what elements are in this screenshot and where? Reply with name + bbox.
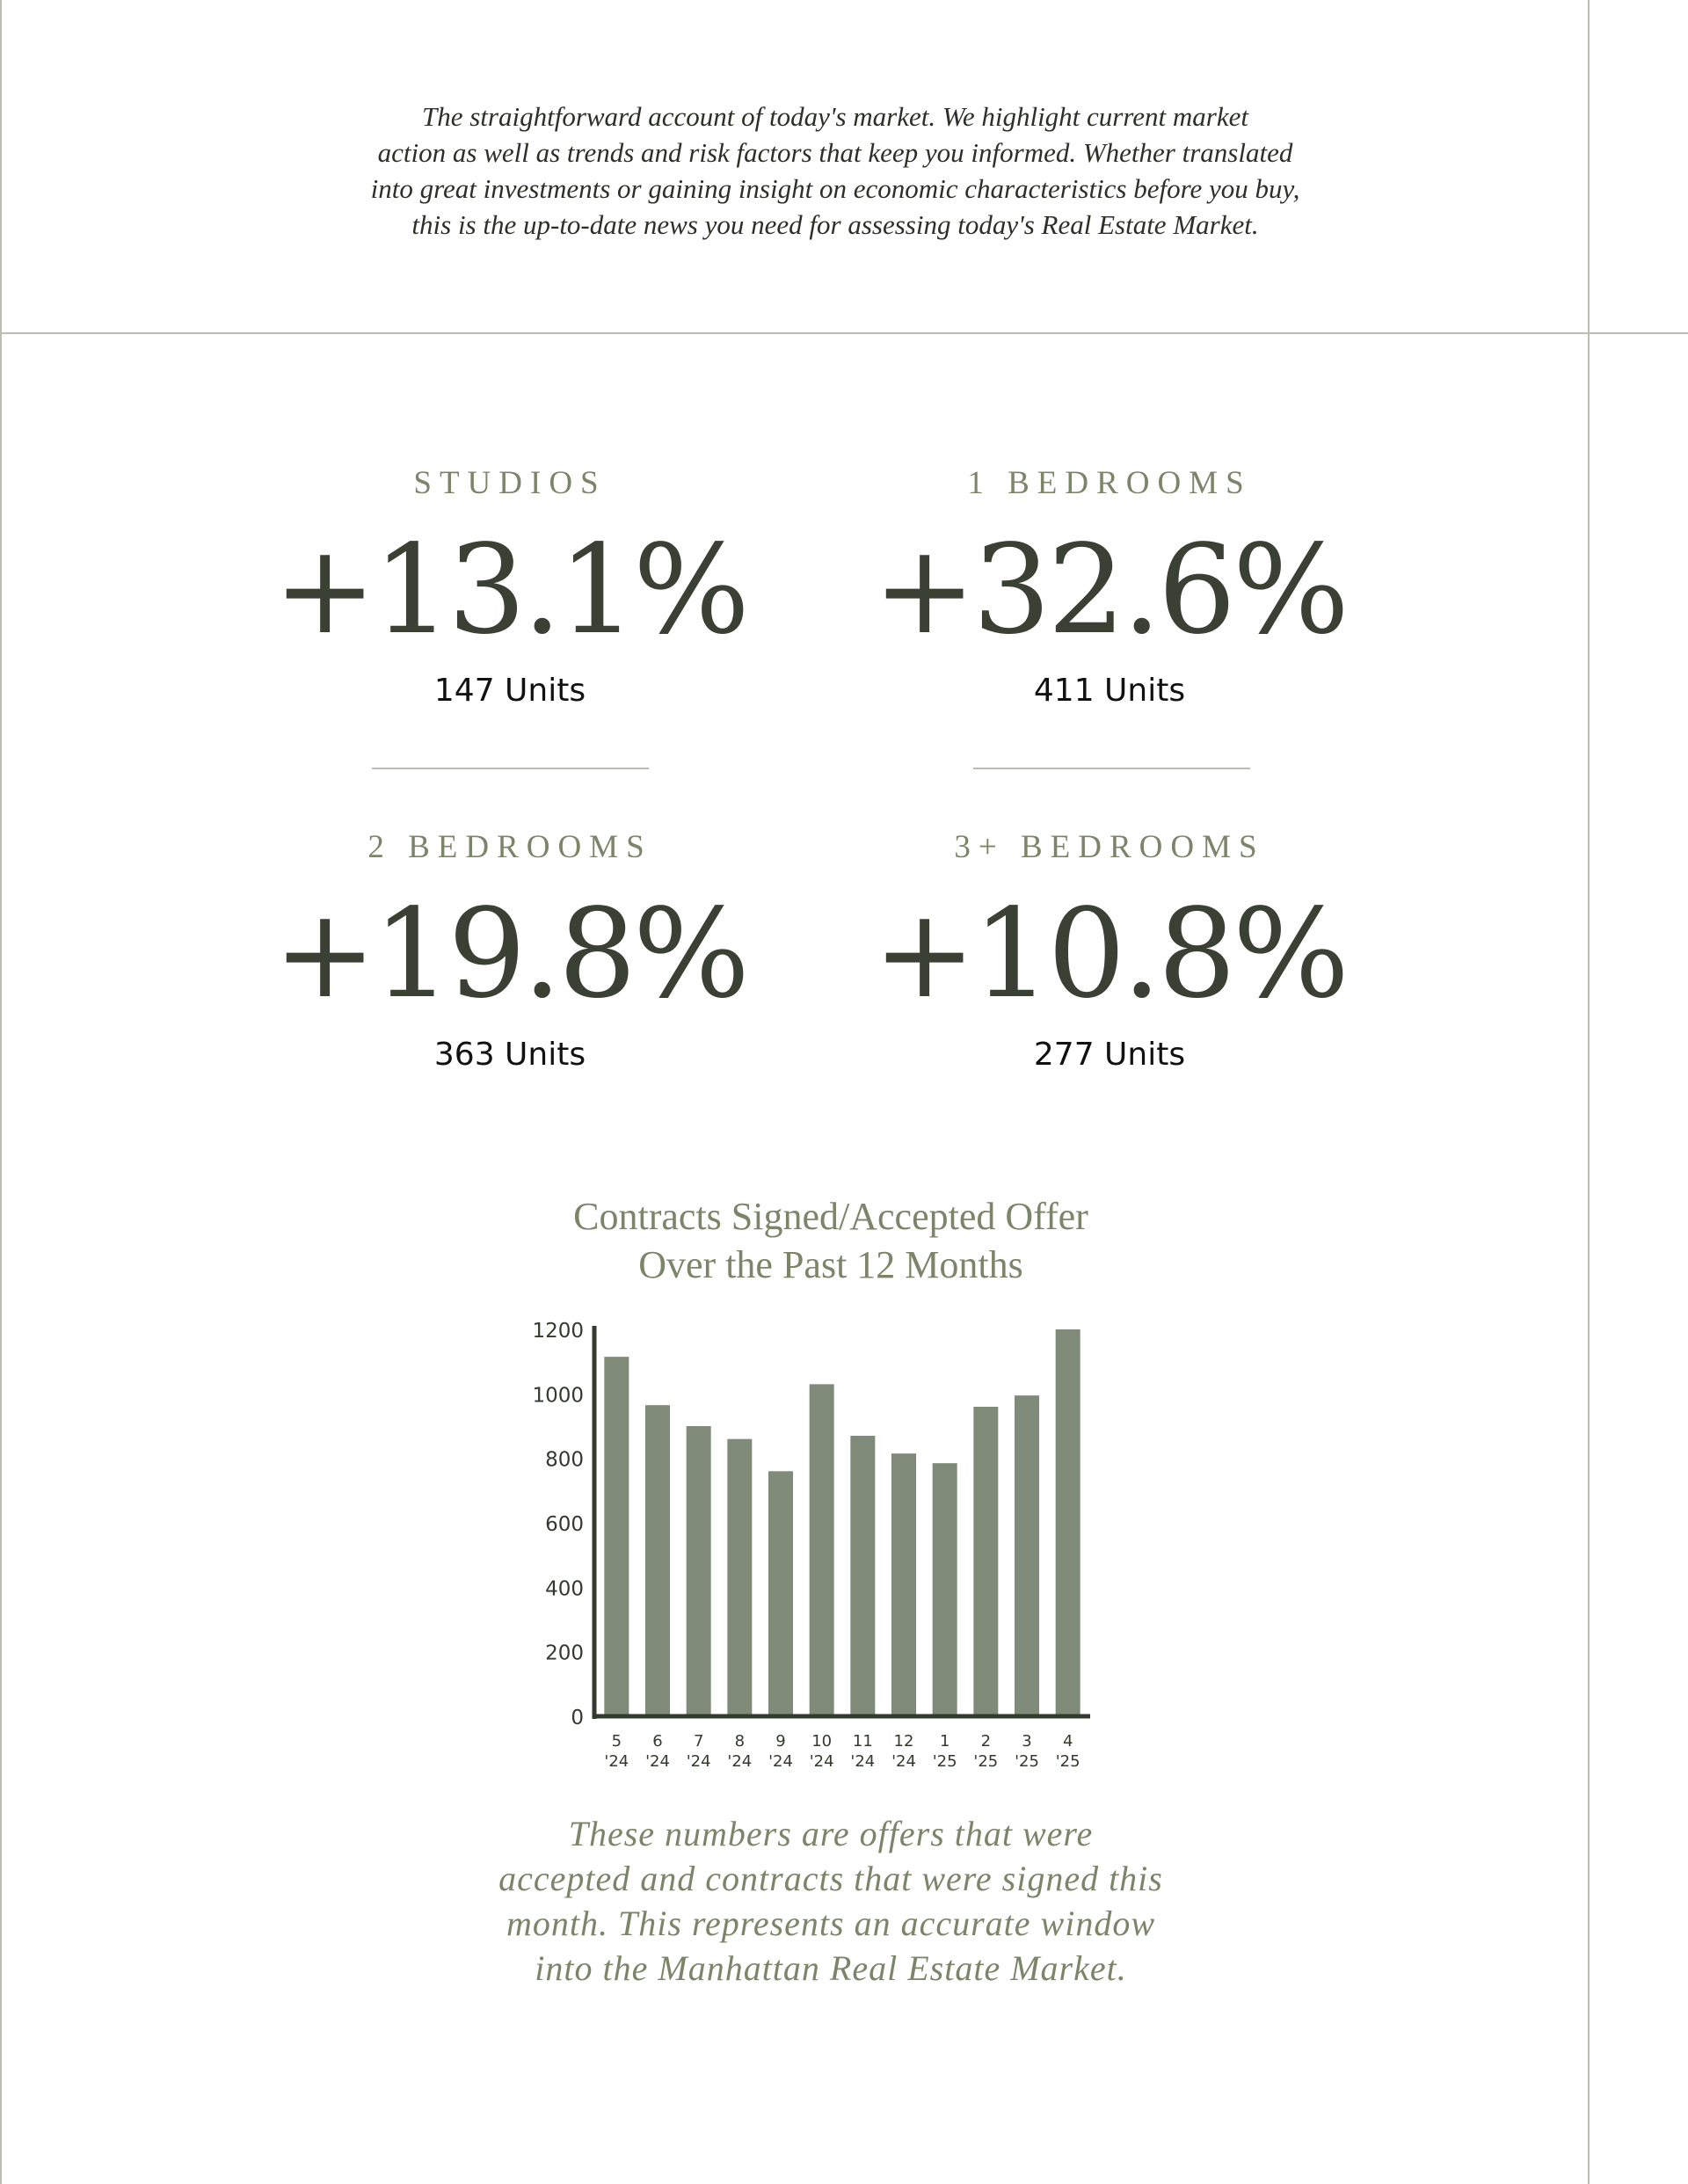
x-tick-label: 3 bbox=[1022, 1732, 1032, 1751]
bar bbox=[687, 1426, 711, 1716]
bar bbox=[1056, 1329, 1080, 1716]
y-tick-label: 200 bbox=[545, 1642, 584, 1665]
x-tick-label: 1 bbox=[939, 1732, 950, 1751]
stat-3-plus-bedrooms bbox=[828, 828, 1391, 1073]
intro-line: The straightforward account of today's market. We highlight current market bbox=[421, 101, 1248, 132]
footnote-line: month. This represents an accurate window bbox=[506, 1904, 1155, 1943]
stat-label: 2 BEDROOMS bbox=[367, 829, 652, 865]
stat-studios bbox=[229, 464, 791, 709]
stat-value: +10.8% bbox=[872, 883, 1347, 1026]
x-tick-label: '24 bbox=[891, 1752, 916, 1771]
bar bbox=[604, 1357, 629, 1716]
x-tick-label: 2 bbox=[980, 1732, 992, 1751]
intro-line: action as well as trends and risk factors that keep you informed. Whether translated bbox=[377, 137, 1293, 168]
x-tick-label: '24 bbox=[850, 1752, 876, 1771]
stat-units: 147 Units bbox=[433, 673, 586, 709]
stat-label: 1 BEDROOMS bbox=[967, 465, 1252, 501]
stat-2-bedrooms bbox=[229, 828, 791, 1073]
stat-label: STUDIOS bbox=[413, 465, 607, 501]
x-tick-label: 11 bbox=[852, 1732, 873, 1751]
x-tick-label: 7 bbox=[693, 1732, 704, 1751]
chart-title-line: Contracts Signed/Accepted Offer bbox=[573, 1195, 1088, 1238]
x-tick-label: '25 bbox=[1015, 1752, 1039, 1771]
contracts-bar-chart bbox=[492, 1301, 1108, 1776]
bar bbox=[768, 1471, 793, 1716]
header-divider bbox=[0, 332, 1688, 334]
bar bbox=[850, 1436, 875, 1716]
stat-divider bbox=[372, 768, 649, 769]
stat-value: +32.6% bbox=[872, 519, 1347, 662]
chart-footnote bbox=[440, 1811, 1222, 1991]
stat-units: 277 Units bbox=[1033, 1037, 1186, 1073]
page-border-left bbox=[0, 0, 2, 2184]
y-tick-label: 1000 bbox=[532, 1384, 584, 1408]
x-tick-label: '24 bbox=[645, 1752, 670, 1771]
stat-units: 411 Units bbox=[1033, 673, 1186, 709]
chart-subtitle-line: Over the Past 12 Months bbox=[638, 1243, 1023, 1286]
x-tick-label: 8 bbox=[734, 1732, 746, 1751]
x-tick-label: 9 bbox=[775, 1732, 786, 1751]
y-tick-label: 800 bbox=[545, 1448, 584, 1472]
x-tick-label: 5 bbox=[611, 1732, 622, 1751]
intro-line: into great investments or gaining insight on economic characteristics before you buy, bbox=[370, 173, 1300, 204]
footnote-line: accepted and contracts that were signed this bbox=[498, 1859, 1163, 1898]
footnote-line: into the Manhattan Real Estate Market. bbox=[535, 1948, 1127, 1988]
x-tick-label: '24 bbox=[727, 1752, 753, 1771]
y-tick-label: 0 bbox=[571, 1707, 584, 1729]
x-tick-label: 12 bbox=[893, 1732, 914, 1751]
intro-paragraph bbox=[264, 98, 1407, 243]
x-tick-label: 10 bbox=[811, 1732, 833, 1751]
bar bbox=[727, 1439, 752, 1716]
x-tick-label: '25 bbox=[932, 1752, 957, 1771]
page-border-right bbox=[1588, 0, 1590, 2184]
x-tick-label: 4 bbox=[1062, 1732, 1073, 1751]
x-tick-label: '24 bbox=[768, 1752, 793, 1771]
bar bbox=[973, 1407, 998, 1716]
bar bbox=[891, 1453, 916, 1716]
stat-1-bedrooms bbox=[828, 464, 1391, 709]
x-tick-label: '25 bbox=[973, 1752, 999, 1771]
intro-line: this is the up-to-date news you need for assessing today's Real Estate Market. bbox=[411, 209, 1259, 240]
x-tick-label: '24 bbox=[809, 1752, 834, 1771]
y-tick-label: 600 bbox=[545, 1513, 584, 1536]
y-tick-label: 1200 bbox=[532, 1320, 584, 1343]
stat-value: +13.1% bbox=[273, 519, 747, 662]
stat-label: 3+ BEDROOMS bbox=[954, 829, 1265, 865]
x-tick-label: '24 bbox=[686, 1752, 711, 1771]
stat-value: +19.8% bbox=[273, 883, 747, 1026]
y-tick-label: 400 bbox=[545, 1577, 584, 1601]
bar bbox=[933, 1463, 957, 1716]
stat-divider bbox=[973, 768, 1250, 769]
chart-title bbox=[492, 1192, 1169, 1289]
x-tick-label: '25 bbox=[1055, 1752, 1080, 1771]
bar bbox=[810, 1384, 834, 1716]
bar bbox=[1015, 1395, 1039, 1716]
x-tick-label: 6 bbox=[652, 1732, 663, 1751]
bar bbox=[645, 1405, 670, 1716]
stat-units: 363 Units bbox=[433, 1037, 586, 1073]
x-tick-label: '24 bbox=[604, 1752, 629, 1771]
footnote-line: These numbers are offers that were bbox=[568, 1814, 1094, 1853]
